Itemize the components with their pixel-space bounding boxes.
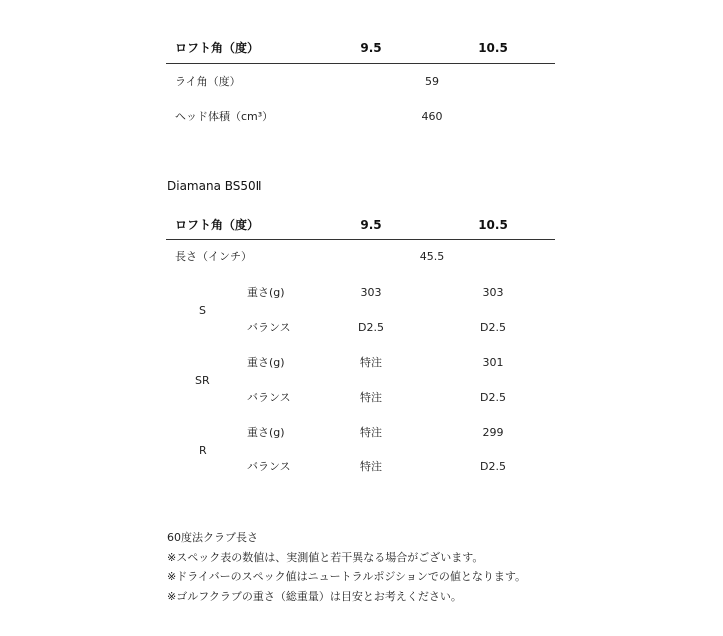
flex-r-weight-9-5: 特注 — [360, 426, 382, 439]
note-club-length-method: 60度法クラブ長さ — [167, 531, 258, 544]
flex-s-balance-10-5: D2.5 — [480, 321, 506, 334]
table1-header-loft-9-5: 9.5 — [360, 41, 382, 55]
table1-lie-angle-value: 59 — [425, 75, 439, 88]
flex-r-balance-label: バランス — [247, 460, 291, 473]
note-total-weight: ※ゴルフクラブの重さ（総重量）は目安とお考えください。 — [167, 590, 462, 603]
table2-header-loft-9-5: 9.5 — [360, 218, 382, 232]
flex-r-balance-9-5: 特注 — [360, 460, 382, 473]
flex-s-weight-10-5: 303 — [482, 286, 504, 299]
flex-s-weight-9-5: 303 — [360, 286, 382, 299]
table1-header-loft-10-5: 10.5 — [478, 41, 508, 55]
flex-sr-balance-label: バランス — [247, 391, 291, 404]
table1-head-volume-value: 460 — [421, 110, 443, 123]
flex-sr-weight-label: 重さ(g) — [247, 356, 285, 369]
note-neutral-position: ※ドライバーのスペック値はニュートラルポジションでの値となります。 — [167, 570, 526, 583]
note-measured-values: ※スペック表の数値は、実測値と若干異なる場合がございます。 — [167, 551, 484, 564]
table2-length-label: 長さ（インチ） — [175, 250, 252, 263]
flex-r-weight-10-5: 299 — [482, 426, 504, 439]
flex-s-balance-9-5: D2.5 — [358, 321, 384, 334]
table1-lie-angle-label: ライ角（度） — [175, 75, 241, 88]
flex-sr-balance-9-5: 特注 — [360, 391, 382, 404]
flex-sr-weight-10-5: 301 — [482, 356, 504, 369]
flex-r-weight-label: 重さ(g) — [247, 426, 285, 439]
table2-header-loft-label: ロフト角（度） — [175, 218, 260, 232]
flex-s-label: S — [199, 304, 206, 317]
table1-head-volume-label: ヘッド体積（cm³） — [175, 110, 274, 123]
flex-sr-balance-10-5: D2.5 — [480, 391, 506, 404]
flex-s-balance-label: バランス — [247, 321, 291, 334]
table2-header-loft-10-5: 10.5 — [478, 218, 508, 232]
flex-r-balance-10-5: D2.5 — [480, 460, 506, 473]
flex-s-weight-label: 重さ(g) — [247, 286, 285, 299]
table1-header-divider — [166, 63, 555, 64]
flex-r-label: R — [199, 444, 207, 457]
flex-sr-label: SR — [195, 374, 210, 387]
table2-header-divider — [166, 239, 555, 240]
table1-header-loft-label: ロフト角（度） — [175, 41, 260, 55]
shaft-title: Diamana BS50Ⅱ — [167, 179, 262, 193]
flex-sr-weight-9-5: 特注 — [360, 356, 382, 369]
table2-length-value: 45.5 — [419, 250, 445, 263]
